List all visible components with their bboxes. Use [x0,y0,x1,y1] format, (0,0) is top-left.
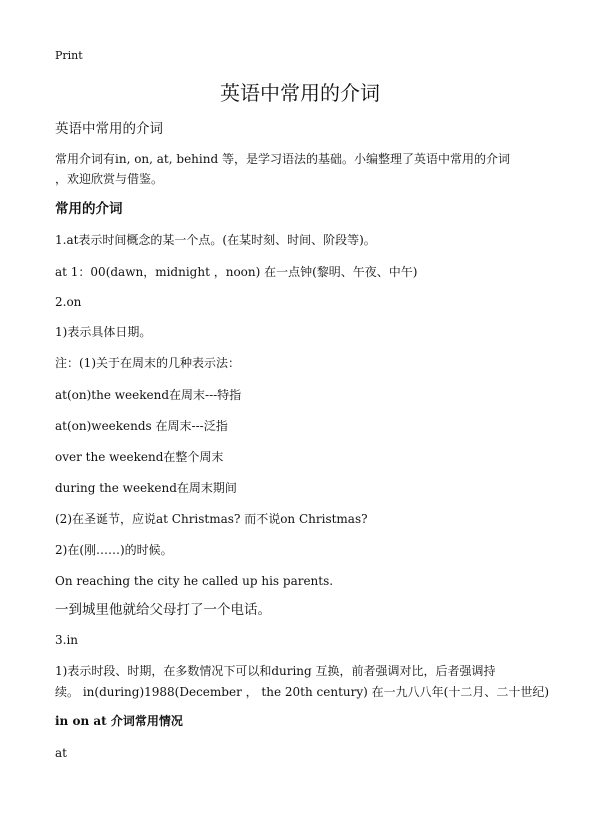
example-english: On reaching the city he called up his parents. [55,574,334,588]
note-item-a: at(on)the weekend在周末---特指 [55,388,242,402]
item-3: 3.in [55,633,79,647]
note-2: (2)在圣诞节，应说at Christmas? 而不说on Christmas? [55,512,368,526]
intro-line-2: ，欢迎欣赏与借鉴。 [55,172,164,186]
note-heading: 注：(1)关于在周末的几种表示法： [55,356,240,370]
heading-common-prepositions: 常用的介词 [55,201,123,217]
page-title: 英语中常用的介词 [220,81,380,105]
note-item-d: during the weekend在周末期间 [55,481,237,495]
item-3-sub-1-line-2: 续。 in(during)1988(December ， the 20th century) 在一九八八年(十二月、二十世纪) [55,685,550,699]
item-3-sub-1-line-1: 1)表示时段、时期，在多数情况下可以和during 互换，前者强调对比，后者强调持 [55,664,496,678]
subtitle: 英语中常用的介词 [55,121,163,137]
note-item-b: at(on)weekends 在周末---泛指 [55,419,228,433]
example-chinese: 一到城里他就给父母打了一个电话。 [55,602,271,618]
heading-usage: in on at 介词常用情况 [55,714,183,728]
item-2: 2.on [55,295,82,309]
intro-line-1: 常用介词有in, on, at, behind 等，是学习语法的基础。小编整理了英语中常用的介词 [55,152,510,166]
item-2-sub-1: 1)表示具体日期。 [55,325,152,339]
item-1: 1.at表示时间概念的某一个点。(在某时刻、时间、阶段等)。 [55,233,376,247]
note-item-c: over the weekend在整个周末 [55,450,224,464]
item-2-sub-2: 2)在(刚……)的时候。 [55,543,173,557]
last-word: at [55,746,67,760]
item-1-example: at 1：00(dawn，midnight ，noon) 在一点钟(黎明、午夜、中午) [55,265,418,279]
print-label[interactable]: Print [55,49,83,62]
